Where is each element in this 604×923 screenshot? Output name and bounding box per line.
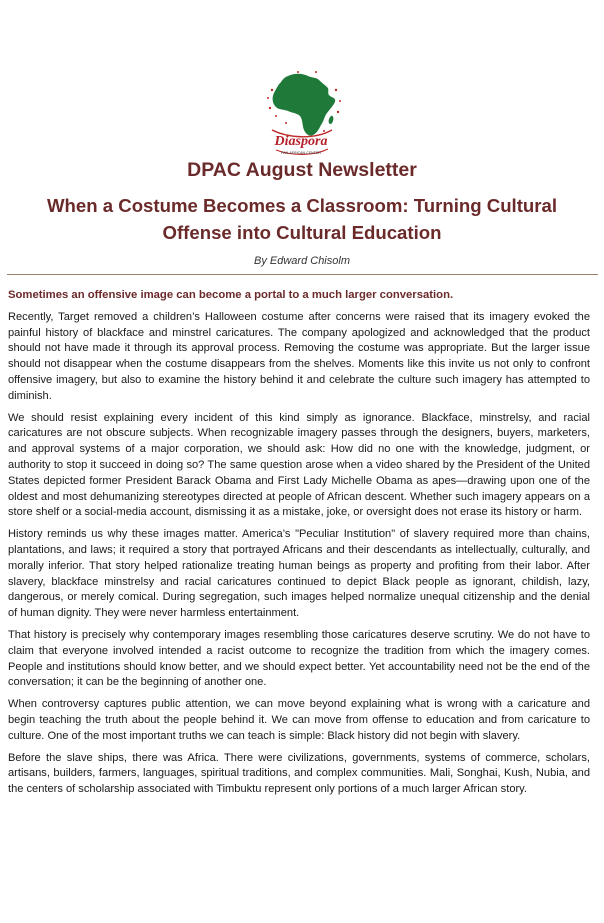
article-headline: When a Costume Becomes a Classroom: Turning Cultural Offense into Cultural Education bbox=[46, 195, 558, 243]
divider bbox=[7, 274, 598, 275]
paragraph: We should resist explaining every incident of this kind simply as ignorance. Blackface, minstrelsy, and racial caricatures are not obscure subjects. When recognizable imagery passes through the designers, buyers, marketers, and approval systems of a major corporation, we should ask: How did no one with the knowledge, judgment, or authority to stop it succeed in doing so? The same question arose when a video shared by the President of the United States depicted former President Barack Obama and First Lady Michelle Obama as apes—drawing upon one of the oldest and most dehumanizing stereotypes directed at people of African descent. Whether such imagery appears on a store shelf or a social-media account, dismissing it as a mistake, joke, or oversight does not erase its history or harm. bbox=[8, 411, 590, 519]
paragraph: Before the slave ships, there was Africa. There were civilizations, governments, systems of commerce, scholars, artisans, builders, farmers, languages, spiritual traditions, and complex communities. Mali, Songhai, Kush, Nubia, and the centers of scholarship associated with Timbuktu represent only portions of a much larger African story. bbox=[8, 751, 590, 796]
logo-wordmark: Diaspora bbox=[274, 134, 328, 149]
paragraph: History reminds us why these images matter. America’s "Peculiar Institution" of slavery required more than chains, plantations, and laws; it required a story that portrayed Africans and their descendants as intellectually, culturally, and morally inferior. That story helped rationalize treating human beings as property and profiting from their labor. After slavery, blackface minstrelsy and racial caricatures continued to depict Black people as ignorant, childish, lazy, dangerous, or merely comical. During segregation, such images helped normalize unequal citizenship and the denial of human dignity. They were never harmless entertainment. bbox=[8, 528, 590, 620]
newsletter-title: DPAC August Newsletter bbox=[187, 159, 417, 181]
paragraph: That history is precisely why contemporary images resembling those caricatures deserve scrutiny. We do not have to claim that everyone involved intended a racist outcome to recognize the tradition from which the imagery comes. People and institutions should know better, and we should expect better. Yet accountability need not be the end of the conversation; it can be the beginning of another one. bbox=[8, 628, 590, 689]
logo-tagline: PAN-AFRICAN CENTER bbox=[281, 151, 321, 155]
africa-map-icon bbox=[258, 68, 344, 158]
article-lede: Sometimes an offensive image can become a portal to a much larger conversation. bbox=[8, 289, 454, 301]
article-byline: By Edward Chisolm bbox=[254, 255, 350, 267]
paragraph: Recently, Target removed a children’s Halloween costume after concerns were raised that its imagery evoked the painful history of blackface and minstrel caricatures. The company apologized and acknowledged that the product should not have made it through its approval process. Removing the costume was appropriate. But the larger issue should not disappear when the costume disappears from the shelves. Moments like this invite us not only to confront offensive imagery, but also to examine the history behind it and celebrate the culture such imagery has attempted to diminish. bbox=[8, 310, 590, 402]
paragraph: When controversy captures public attention, we can move beyond explaining what is wrong with a caricature and begin teaching the truth about the people behind it. We can move from offense to education and from caricature to culture. One of the most important truths we can teach is simple: Black history did not begin with slavery. bbox=[8, 698, 590, 742]
diaspora-logo bbox=[258, 68, 344, 158]
article-body bbox=[8, 288, 590, 804]
madagascar-shape bbox=[329, 116, 334, 124]
africa-shape bbox=[273, 74, 336, 136]
